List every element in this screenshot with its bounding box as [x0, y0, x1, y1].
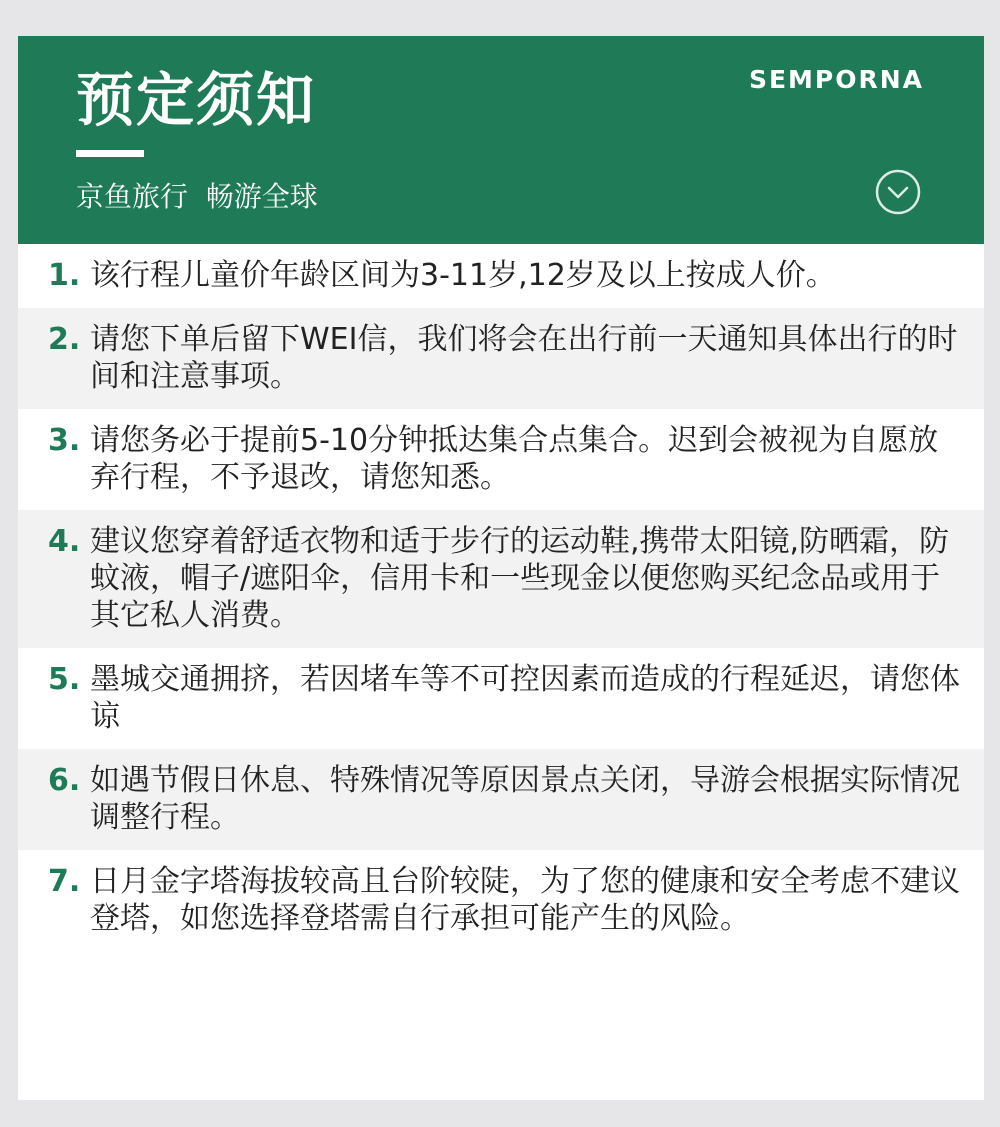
notice-number: 2.	[48, 322, 81, 357]
collapse-toggle-button[interactable]	[875, 169, 921, 215]
notice-text: 墨城交通拥挤，若因堵车等不可控因素而造成的行程延迟，请您体谅	[90, 662, 960, 734]
notice-number: 7.	[48, 864, 81, 899]
chevron-down-circle-icon	[875, 169, 921, 215]
notice-number: 6.	[48, 763, 81, 798]
page-subtitle: 京鱼旅行 畅游全球	[76, 180, 318, 213]
notice-text: 该行程儿童价年龄区间为3-11岁,12岁及以上按成人价。	[90, 258, 836, 293]
notice-item	[18, 850, 984, 951]
notice-text: 日月金字塔海拔较高且台阶较陡，为了您的健康和安全考虑不建议登塔，如您选择登塔需自行承担可能产生的风险。	[90, 864, 960, 936]
title-underline	[76, 150, 144, 157]
notice-item	[18, 648, 984, 749]
brand-name: SEMPORNA	[748, 65, 924, 94]
notice-item	[18, 308, 984, 409]
notice-text: 建议您穿着舒适衣物和适于步行的运动鞋,携带太阳镜,防晒霜，防蚊液，帽子/遮阳伞，信用卡和一些现金以便您购买纪念品或用于其它私人消费。	[90, 524, 950, 633]
notice-number: 1.	[48, 258, 81, 293]
notice-text: 请您务必于提前5-10分钟抵达集合点集合。迟到会被视为自愿放弃行程，不予退改，请您知悉。	[90, 423, 939, 495]
notice-text: 如遇节假日休息、特殊情况等原因景点关闭，导游会根据实际情况调整行程。	[90, 763, 960, 835]
notice-item	[18, 749, 984, 850]
page-title: 预定须知	[76, 66, 317, 134]
notice-item	[18, 409, 984, 510]
notice-header	[18, 36, 984, 244]
notice-number: 3.	[48, 423, 81, 458]
notice-item	[18, 510, 984, 648]
notice-text: 请您下单后留下WEI信，我们将会在出行前一天通知具体出行的时间和注意事项。	[90, 322, 958, 394]
notice-list	[18, 244, 984, 951]
booking-notice-card	[18, 36, 984, 1100]
notice-item	[18, 244, 984, 308]
notice-number: 5.	[48, 662, 81, 697]
notice-number: 4.	[48, 524, 81, 559]
